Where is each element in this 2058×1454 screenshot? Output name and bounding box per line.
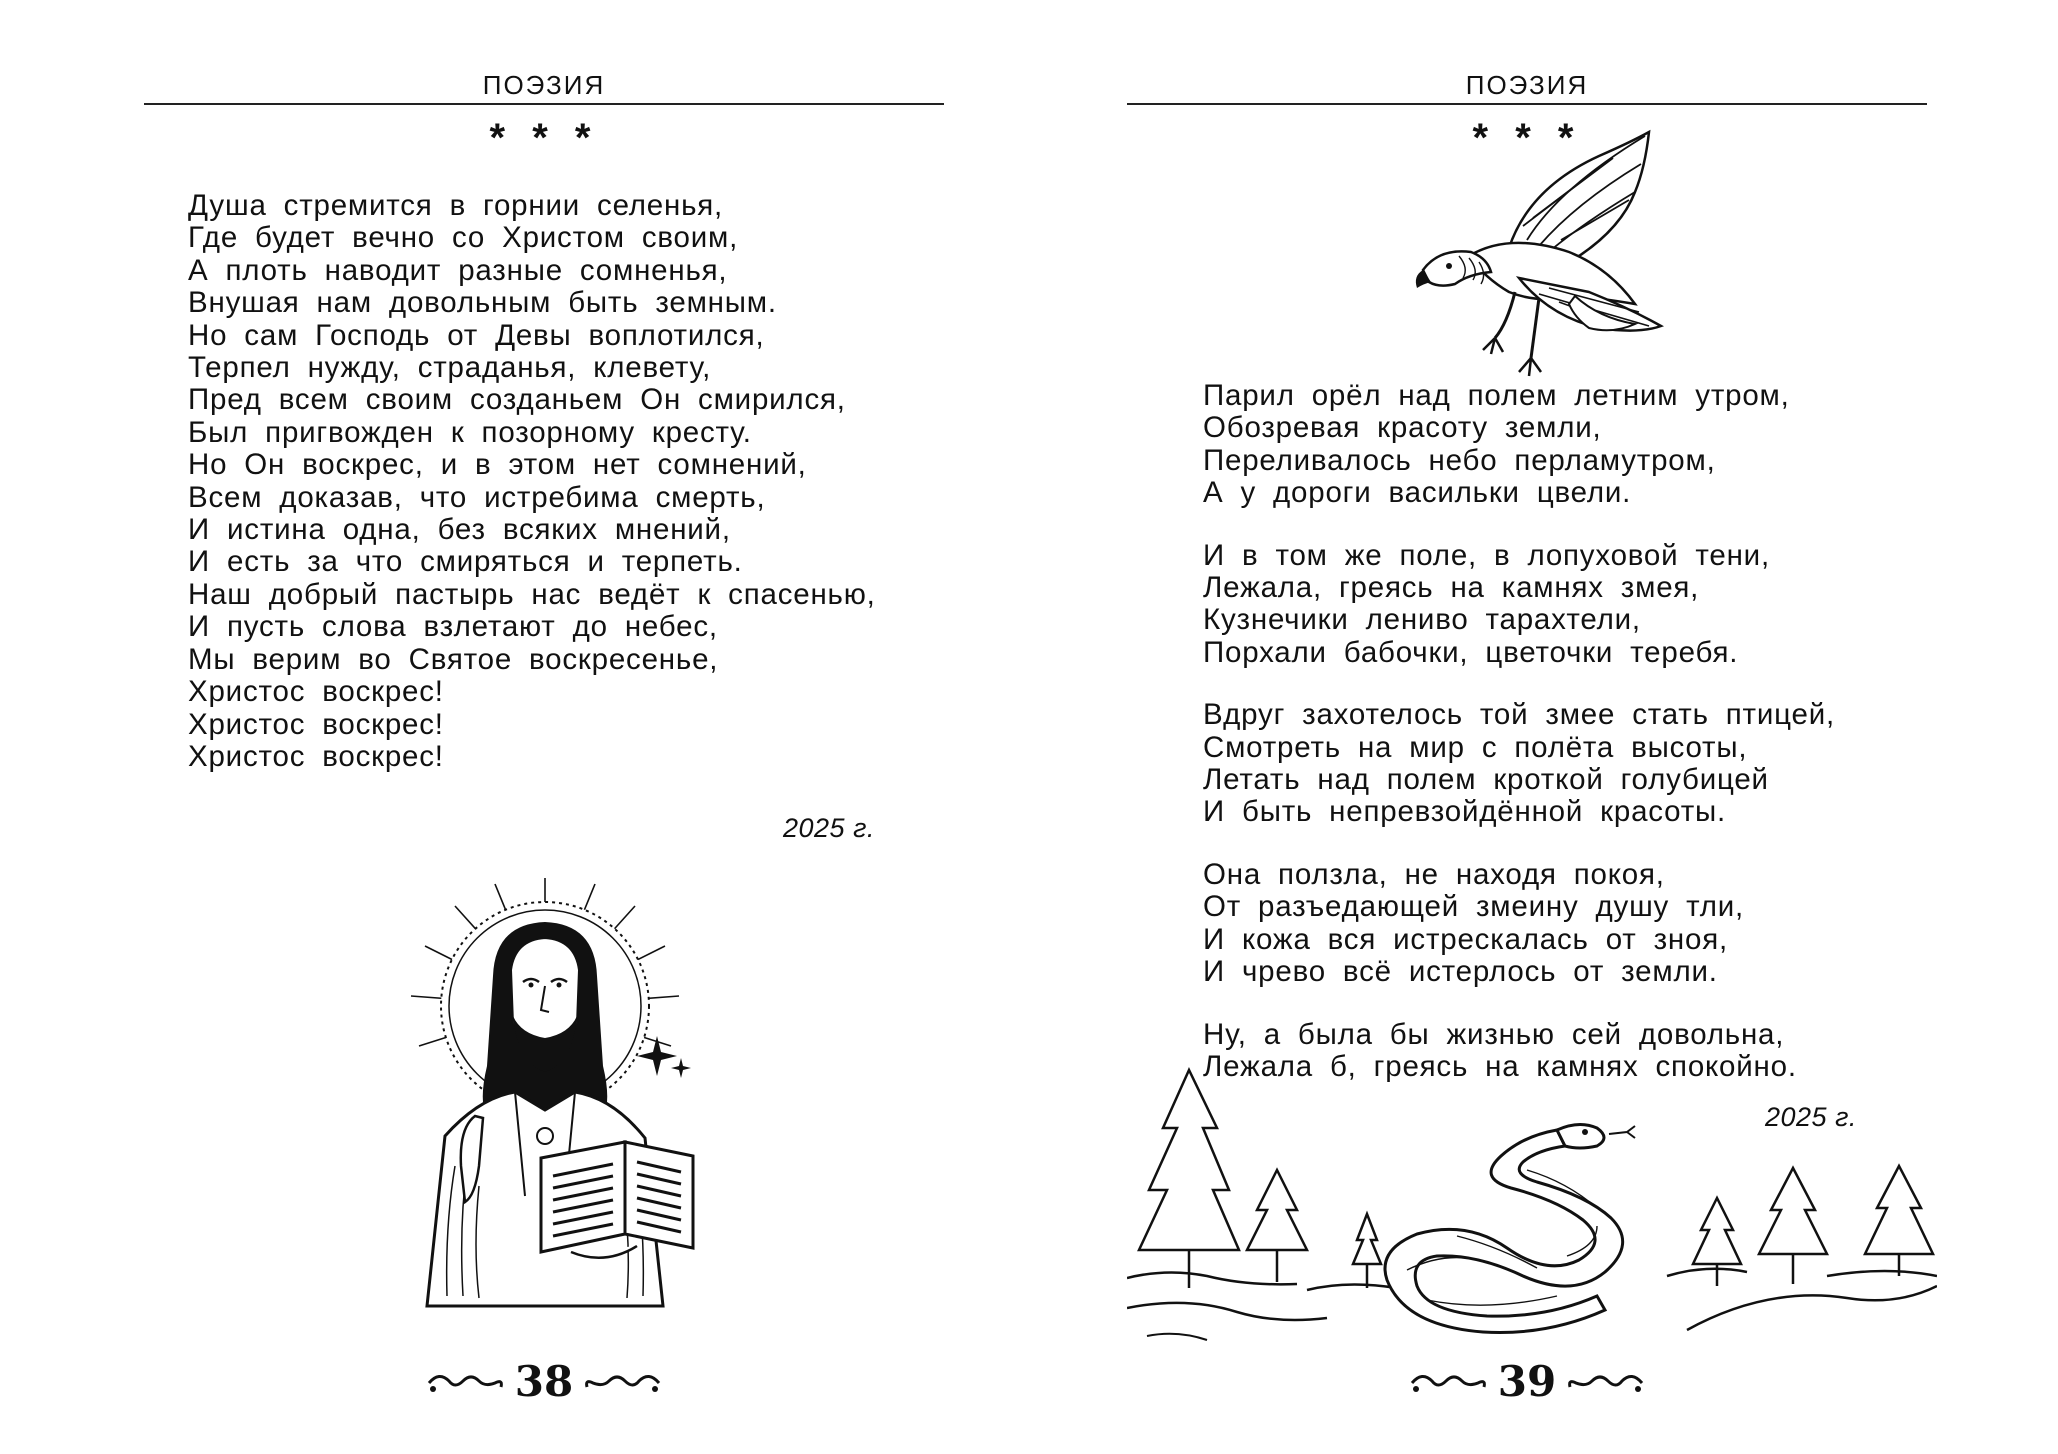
poem-line: Но Он воскрес, и в этом нет сомнений, [188, 448, 807, 482]
poem-line: Наш добрый пастырь нас ведёт к спасенью, [188, 577, 876, 611]
poem-line: И истина одна, без всяких мнений, [188, 513, 731, 547]
poem-line: Но сам Господь от Девы воплотился, [188, 318, 765, 352]
snake-landscape-icon [1127, 1050, 1937, 1350]
poem-line: Всем доказав, что истребима смерть, [188, 480, 766, 514]
poem-line: Переливалось небо перламутром, [1203, 443, 1716, 477]
poem-year: 2025 г. [1765, 1102, 1857, 1132]
poem-line: Лежала, греясь на камнях змея, [1203, 571, 1700, 605]
poem-line: Пред всем своим созданьем Он смирился, [188, 383, 846, 417]
poem-line: Внушая нам довольным быть земным. [188, 286, 777, 320]
poem-line: Лежала б, греясь на камнях спокойно. [1203, 1049, 1797, 1083]
separator-asterisks: * * * [1472, 116, 1582, 160]
poem-line: Христос воскрес! [188, 739, 444, 773]
poem-line: И пусть слова взлетают до небес, [188, 610, 718, 644]
poem-line: Вдруг захотелось той змее стать птицей, [1203, 698, 1835, 732]
header-rule [1127, 103, 1927, 105]
running-head: ПОЭЗИЯ [1465, 70, 1589, 100]
poem-line: Кузнечики лениво тарахтели, [1203, 603, 1641, 637]
poem-line: Летать над полем кроткой голубицей [1203, 763, 1769, 797]
stanza-gap [1203, 669, 1835, 699]
poem-line: Смотреть на мир с полёта высоты, [1203, 730, 1748, 764]
poem-line: Порхали бабочки, цветочки теребя. [1203, 635, 1739, 669]
poem-line: Был пригвожден к позорному кресту. [188, 415, 752, 449]
poem-line: Она ползла, не находя покоя, [1203, 857, 1665, 891]
poem-line: И кожа вся истрескалась от зноя, [1203, 922, 1728, 956]
right-flourish-icon [1566, 1367, 1646, 1397]
poem-line: И в том же поле, в лопуховой тени, [1203, 538, 1770, 572]
right-flourish-icon [583, 1367, 663, 1397]
stanza-gap [1203, 510, 1835, 540]
eagle-icon [1399, 128, 1669, 388]
poem-line: И быть непревзойдённой красоты. [1203, 795, 1727, 829]
poem-line: А плоть наводит разные сомненья, [188, 253, 728, 287]
poem-right [1203, 380, 1835, 1083]
stanza-gap [1203, 989, 1835, 1019]
poem-line: И есть за что смиряться и терпеть. [188, 545, 743, 579]
right-page [1029, 0, 2058, 1454]
left-flourish-icon [425, 1367, 505, 1397]
poem-line: Душа стремится в горнии селенья, [188, 189, 724, 222]
poem-line: Христос воскрес! [188, 675, 444, 709]
poem-line: От разъедающей змеину душу тли, [1203, 890, 1745, 924]
poem-line: Обозревая красоту земли, [1203, 411, 1602, 445]
poem-line: Парил орёл над полем летним утром, [1203, 379, 1790, 412]
poem-year: 2025 г. [783, 813, 875, 843]
poem-line: Христос воскрес! [188, 707, 444, 741]
running-head: ПОЭЗИЯ [482, 70, 606, 100]
poem-line: Терпел нужду, страданья, клевету, [188, 351, 712, 385]
poem-line: Ну, а была бы жизнью сей довольна, [1203, 1017, 1785, 1051]
stanza-gap [1203, 829, 1835, 859]
christ-pantocrator-icon [375, 866, 715, 1326]
page-number-ornament [1127, 1347, 1927, 1417]
poem-line: И чрево всё истерлось от земли. [1203, 955, 1718, 989]
page-number: 39 [1497, 1357, 1557, 1406]
poem-line: А у дороги васильки цвели. [1203, 476, 1632, 510]
header-rule [144, 103, 944, 105]
separator-asterisks: * * * [489, 116, 599, 160]
poem-line: Где будет вечно со Христом своим, [188, 221, 739, 255]
poem-left [188, 190, 876, 773]
page-number: 38 [514, 1357, 574, 1406]
left-flourish-icon [1408, 1367, 1488, 1397]
page-number-ornament [144, 1347, 944, 1417]
poem-line: Мы верим во Святое воскресенье, [188, 642, 719, 676]
